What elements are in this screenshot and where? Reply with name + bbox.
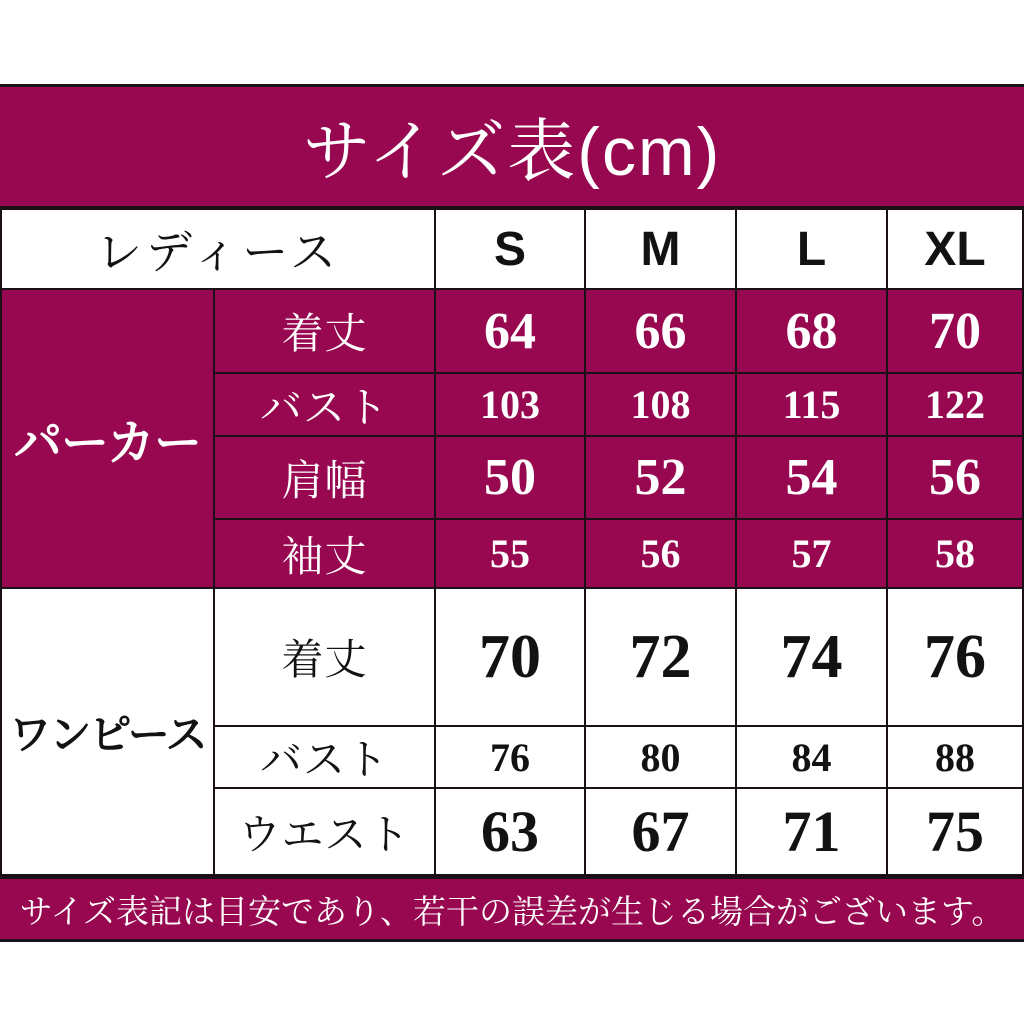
category-cell-parka: [2, 290, 213, 587]
disclaimer-text: サイズ表記は目安であり、若干の誤差が生じる場合がございます。: [19, 892, 1005, 930]
measure-label: 着丈: [281, 636, 368, 683]
parka-shoulder-m: 52: [586, 437, 735, 518]
page-title: サイズ表(cm): [302, 114, 722, 190]
dress-row-length-label: [215, 589, 434, 725]
parka-bust-xl: 122: [888, 374, 1022, 435]
parka-shoulder-s: 50: [436, 437, 584, 518]
dress-length-s: 70: [436, 589, 584, 725]
parka-row-sleeve-label: [215, 520, 434, 587]
parka-length-xl: 70: [888, 290, 1022, 372]
dress-bust-l: 84: [737, 727, 886, 787]
dress-length-xl: 76: [888, 589, 1022, 725]
audience-label: レディース: [95, 226, 341, 278]
dress-waist-m: 67: [586, 789, 735, 874]
category-label-parka: パーカー: [13, 417, 202, 470]
header-size-xl: [888, 210, 1022, 288]
parka-bust-l: 115: [737, 374, 886, 435]
dress-waist-s: 63: [436, 789, 584, 874]
measure-label: バスト: [259, 736, 389, 783]
dress-waist-l: 71: [737, 789, 886, 874]
parka-row-bust-label: [215, 374, 434, 435]
parka-shoulder-l: 54: [737, 437, 886, 518]
dress-bust-m: 80: [586, 727, 735, 787]
measure-label: バスト: [259, 383, 389, 431]
measure-label: ウエスト: [238, 810, 411, 858]
header-audience-cell: [2, 210, 434, 288]
size-xl-label: XL: [924, 222, 986, 276]
parka-row-length-label: [215, 290, 434, 372]
measure-label: 袖丈: [281, 532, 368, 580]
dress-length-m: 72: [586, 589, 735, 725]
dress-length-l: 74: [737, 589, 886, 725]
footer-disclaimer-bar: [0, 876, 1024, 942]
parka-length-s: 64: [436, 290, 584, 372]
parka-length-m: 66: [586, 290, 735, 372]
header-size-l: [737, 210, 886, 288]
size-l-label: L: [796, 222, 827, 276]
parka-length-l: 68: [737, 290, 886, 372]
parka-bust-s: 103: [436, 374, 584, 435]
size-s-label: S: [493, 222, 526, 276]
title-banner: [0, 84, 1024, 208]
parka-bust-m: 108: [586, 374, 735, 435]
measure-label: 肩幅: [281, 456, 368, 504]
header-size-s: [436, 210, 584, 288]
category-cell-dress: [2, 589, 213, 874]
dress-bust-s: 76: [436, 727, 584, 787]
parka-sleeve-s: 55: [436, 520, 584, 587]
parka-shoulder-xl: 56: [888, 437, 1022, 518]
category-label-dress: ワンピース: [9, 710, 206, 758]
parka-row-shoulder-label: [215, 437, 434, 518]
dress-bust-xl: 88: [888, 727, 1022, 787]
parka-sleeve-xl: 58: [888, 520, 1022, 587]
dress-waist-xl: 75: [888, 789, 1022, 874]
dress-row-bust-label: [215, 727, 434, 787]
parka-sleeve-m: 56: [586, 520, 735, 587]
size-m-label: M: [640, 222, 681, 276]
parka-sleeve-l: 57: [737, 520, 886, 587]
measure-label: 着丈: [281, 310, 368, 357]
size-table: [0, 208, 1024, 876]
header-size-m: [586, 210, 735, 288]
dress-row-waist-label: [215, 789, 434, 874]
